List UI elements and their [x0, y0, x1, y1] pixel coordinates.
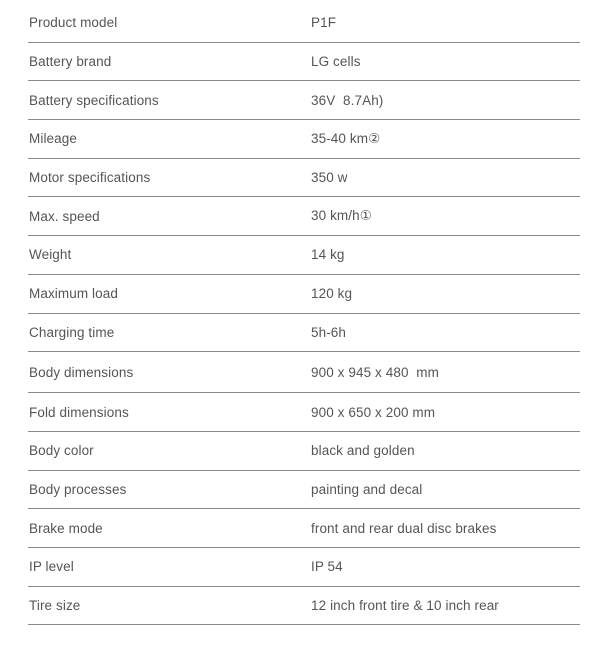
spec-row-battery-brand — [28, 43, 580, 82]
spec-label: Tire size — [29, 597, 81, 613]
spec-value: IP 54 — [311, 559, 343, 575]
spec-row-max-speed — [28, 197, 580, 236]
spec-label: Body processes — [29, 481, 127, 497]
spec-row-maximum-load — [28, 275, 580, 314]
spec-row-body-color — [28, 432, 580, 471]
spec-value: 30 km/h① — [311, 208, 372, 224]
spec-row-ip-level — [28, 548, 580, 587]
spec-row-brake-mode — [28, 509, 580, 548]
spec-value: 900 x 945 x 480 mm — [311, 364, 439, 380]
spec-row-charging-time — [28, 314, 580, 353]
spec-value: 12 inch front tire & 10 inch rear — [311, 597, 499, 613]
spec-row-tire-size — [28, 587, 580, 626]
spec-row-fold-dimensions — [28, 393, 580, 432]
spec-value: painting and decal — [311, 481, 423, 497]
spec-value: LG cells — [311, 54, 361, 70]
spec-row-body-processes — [28, 471, 580, 510]
spec-row-battery-specifications — [28, 81, 580, 120]
spec-table — [28, 4, 580, 625]
spec-label: Fold dimensions — [29, 404, 129, 420]
spec-label: Charging time — [29, 324, 115, 340]
spec-row-motor-specifications — [28, 159, 580, 198]
spec-label: Body dimensions — [29, 364, 134, 380]
spec-value: 5h-6h — [311, 324, 347, 340]
spec-label: Maximum load — [29, 286, 118, 302]
spec-value: 36V 8.7Ah) — [311, 92, 384, 108]
spec-label: IP level — [29, 559, 74, 575]
spec-row-weight — [28, 236, 580, 275]
spec-label: Max. speed — [29, 208, 100, 224]
spec-label: Product model — [29, 15, 118, 31]
spec-label: Brake mode — [29, 520, 103, 536]
spec-label: Battery brand — [29, 54, 112, 70]
spec-value: P1F — [311, 15, 337, 31]
spec-value: 14 kg — [311, 247, 345, 263]
spec-value: 35-40 km② — [311, 130, 381, 146]
spec-label: Mileage — [29, 131, 77, 147]
spec-value: 120 kg — [311, 286, 353, 302]
spec-row-mileage — [28, 120, 580, 159]
spec-label: Weight — [29, 247, 72, 263]
spec-label: Battery specifications — [29, 92, 159, 108]
spec-value: 350 w — [311, 170, 348, 186]
spec-value: 900 x 650 x 200 mm — [311, 404, 436, 420]
spec-row-product-model — [28, 4, 580, 43]
spec-value: front and rear dual disc brakes — [311, 520, 497, 536]
spec-value: black and golden — [311, 443, 415, 459]
spec-row-body-dimensions — [28, 352, 580, 393]
spec-label: Motor specifications — [29, 170, 151, 186]
spec-label: Body color — [29, 443, 94, 459]
